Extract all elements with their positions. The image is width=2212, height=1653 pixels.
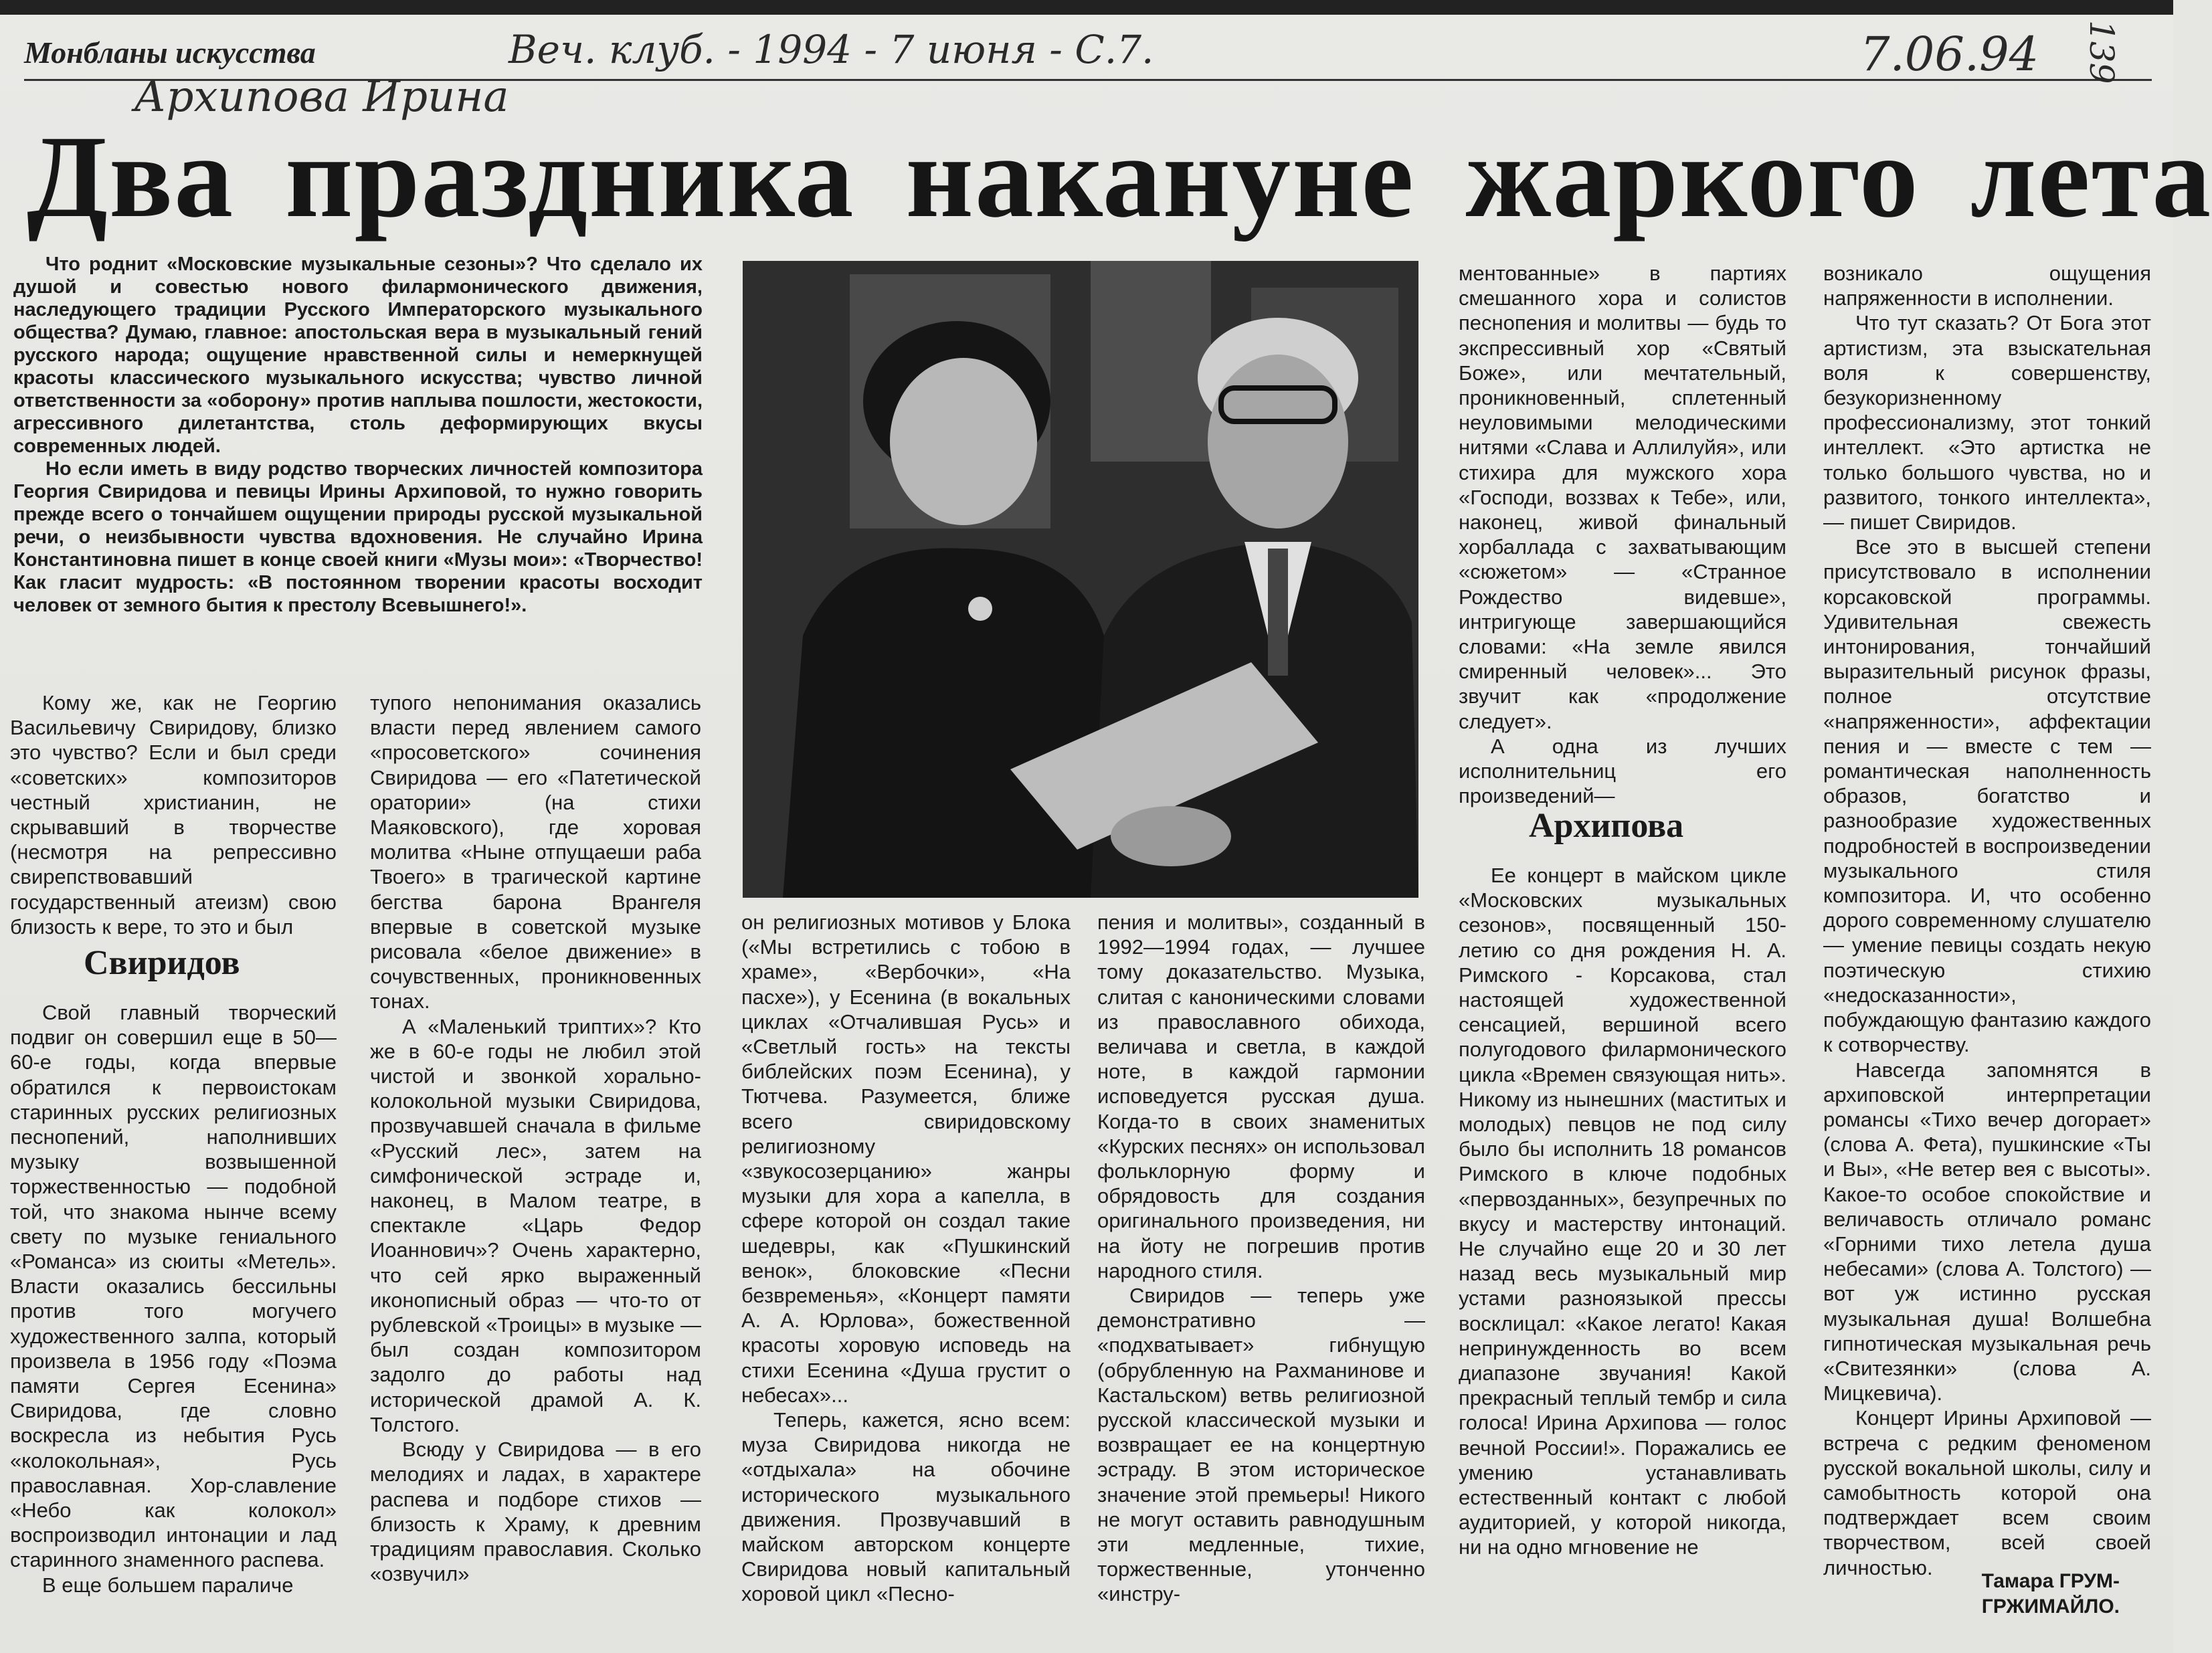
col6-para-1: возникало ощущения напряженности в исполнении. xyxy=(1823,262,2151,310)
column-2 xyxy=(370,690,701,1619)
handwritten-page-number: 139 xyxy=(2082,20,2121,84)
top-border xyxy=(0,0,2173,15)
col6-para-4: Навсегда запомнятся в архиповской интерпретации романсы «Тихо вечер догорает» (слова А. Фета), пушкинские «Ты и Вы», «Не ветер вея с высоты». Какое-то особое спокойствие и величавость отличало романс «Горними тихо летела душа небесами» (слова А. Толстого) — вот уж истинно русская музыкальная душа! Волшебна гипнотическая музыкальная речь «Свитезянки» (слова А. Мицкевича). xyxy=(1823,1058,2151,1405)
col6-para-3: Все это в высшей степени присутствовало в исполнении корсаковской программы. Удивительная свежесть интонирования, тончайший выразительный рисунок фразы, полное отсутствие «напряженности», аффектации пения и — вместе с тем — романтическая наполненность образов, богатство и разнообразие художественных подробностей в воспроизведении музыкального стиля композитора. И, что особенно дорого современному слушателю — умение певицы создать некую поэтическую стихию «недосказанности», побуждающую фантазию каждого к сотворчеству. xyxy=(1823,535,2151,1057)
column-5-top xyxy=(1459,261,1786,808)
author-signature xyxy=(1982,1569,2120,1620)
subheading-sviridov: Свиридов xyxy=(84,944,240,982)
column-4 xyxy=(1097,910,1425,1619)
col2-para-3: Всюду у Свиридова — в его мелодиях и ладах, в характере распева и подборе стихов — близость к Храму, к древним традициям православия. Сколько «озвучил» xyxy=(370,1438,701,1586)
col1-para-3: В еще большем параличе xyxy=(42,1573,294,1597)
col4-para-1: пения и молитвы», созданный в 1992—1994 годах, — лучшее тому доказательство. Музыка, слитая с каноническими словами из православного обихода, величава и светла, в каждой ноте, в каждой гармонии исповедуется русская душа. Когда-то в своих знаменитых «Курских песнях» он использовал фольклорную форму и обрядовость для создания оригинального произведения, ни на йоту не погрешив против народного стиля. xyxy=(1097,910,1425,1282)
col1-para-2: Свой главный творческий подвиг он совершил еще в 50—60-е годы, когда впервые обратился к первоистокам старинных русских религиозных песнопений, наполнивших музыку возвышенной торжественностью — подобной той, что знакома нынче всему свету по музыке гениального «Романса» из сюиты «Метель». Власти оказались бессильны против того могучего художественного залпа, который произвела в 1956 году «Поэма памяти Сергея Есенина» Свиридова, где словно воскресла из небытия Русь «колокольная», Русь православная. Хор-славление «Небо как колокол» воспроизводил интонации и лад старинного знаменного распева. xyxy=(10,1001,337,1572)
lead-para-1: Что роднит «Московские музыкальные сезоны»? Что сделало их душой и совестью нового филармонического движения, наследующего традиции Русского Императорского музыкального общества? Думаю, главное: апостольская вера в музыкальный гений русского народа; ощущение нравственной силы и немеркнущей красоты классического музыкального искусства; чувство личной ответственности за «оборону» против наплыва пошлости, жестокости, агрессивного дилетантства, столь деформирующих вкусы современных людей. xyxy=(13,254,703,457)
handwritten-name: Архипова Ирина xyxy=(134,72,509,122)
handwritten-date: 7.06.94 xyxy=(1860,27,2039,82)
col3-para-2: Теперь, кажется, ясно всем: муза Свиридова никогда не «отдыхала» на обочине исторического музыкального движения. Прозвучавший в майском авторском концерте Свиридова новый капитальный хоровой цикл «Песно- xyxy=(741,1408,1071,1606)
column-1-bottom xyxy=(10,1000,337,1616)
article-photo xyxy=(743,261,1418,898)
col6-para-5: Концерт Ирины Архиповой — встреча с редким феноменом русской вокальной школы, силу и самобытность которой она подтверждает всем своим творчеством, всей своей личностью. xyxy=(1823,1406,2151,1579)
col5-para-1: ментованные» в партиях смешанного хора и солистов песнопения и молитвы — будь то экспрессивный хор «Святый Боже», или мечтательный, проникновенный, сплетенный неуловимыми мелодическими нитями «Слава и Аллилуйя», или стихира для мужского хора «Господи, воззвах к Тебе», или, наконец, живой финальный хорбаллада с захватывающим «сюжетом» — «Странное Рождество видевше», интригующе завершающийся словами: «На земле явился смиренный человек»... Это звучит как «продолжение следует». xyxy=(1459,262,1786,733)
lead-para-2: Но если иметь в виду родство творческих личностей композитора Георгия Свиридова и певицы Ирины Архиповой, то нужно говорить прежде всего о тончайшем ощущении природы русской музыкальной речи, о неизбывности чувства вдохновения. Не случайно Ирина Константиновна пишет в конце своей книги «Музы мои»: «Творчество! Как гласит мудрость: «В постоянном творении красоты восходит человек от земного бытия к престолу Всевышнего!». xyxy=(13,458,703,616)
col2-para-1: тупого непонимания оказались власти перед явлением самого «просоветского» сочинения Свиридова — его «Патетической оратории» (на стихи Маяковского), где хоровая молитва «Ныне отпущаеши раба Твоего» в трагической картине бегства барона Врангеля впервые в советской музыке рисовала «белое движение» в сочувственных, проникновенных тонах. xyxy=(370,691,701,1013)
signature-line-1: Тамара ГРУМ- xyxy=(1981,1570,2120,1592)
column-6 xyxy=(1823,261,2151,1579)
col4-para-2: Свиридов — теперь уже демонстративно — «подхватывает» гибнущую (обрубленную на Рахманинове и Кастальском) ветвь религиозной русской классической музыки и возвращает ее на концертную эстраду. В этом историческое значение этой премьеры! Никого не могут оставить равнодушным эти медленные, тихие, торжественные, утонченно «инстру- xyxy=(1097,1284,1425,1606)
col6-para-2: Что тут сказать? От Бога этот артистизм, эта взыскательная воля к совершенству, безукоризненному профессионализму, этот тонкий интеллект. «Это артистка не только большого чувства, но и развитого, тонкого интеллекта», — пишет Свиридов. xyxy=(1823,311,2151,534)
column-1-top xyxy=(10,690,337,938)
article-headline: Два праздника накануне жаркого лета xyxy=(27,112,2212,242)
lead-paragraph xyxy=(13,253,703,669)
col5-para-3: Ее концерт в майском цикле «Московских музыкальных сезонов», посвященный 150-летию со дня рождения Н. А. Римского - Корсакова, стал настоящей художественной сенсацией, вершиной всего полугодового филармонического цикла «Времен связующая нить». Никому из нынешних (маститых и молодых) певцов не под силу было бы исполнить 18 романсов Римского в ключе подобных «первозданных», безупречных по вкусу и мастерству интонаций. Не случайно еще 20 и 30 лет назад весь музыкальный мир устами разноязыкой прессы восклицал: «Какое легато! Какая непринужденность во всем диапазоне звучания! Какой прекрасный теплый тембр и сила голоса! Ирина Архипова — голос вечной России!». Поражались ее умению устанавливать естественный контакт с любой аудиторией, у которой никогда, ни на одно мгновение не xyxy=(1459,864,1786,1559)
col5-para-2: А одна из лучших исполнительниц его произведений— xyxy=(1459,734,1786,808)
column-3 xyxy=(741,910,1071,1619)
col1-para-1: Кому же, как не Георгию Васильевичу Свиридову, близко это чувство? Если и был среди «советских» композиторов честный христианин, не скрывавший в творчестве (несмотря на репрессивно свирепствовавший государственный атеизм) свою близость к вере, то это и был xyxy=(10,691,337,939)
signature-line-2: ГРЖИМАЙЛО. xyxy=(1981,1595,2120,1618)
column-5-bottom xyxy=(1459,863,1786,1619)
rubric-label: Монбланы искусства xyxy=(24,35,316,70)
handwritten-source-note: Веч. клуб. - 1994 - 7 июня - С.7. xyxy=(509,27,1154,72)
col3-para-1: он религиозных мотивов у Блока («Мы встретились с тобою в храме», «Вербочки», «На пасхе»), у Есенина (в вокальных циклах «Отчалившая Русь» и «Светлый гость» на тексты библейских поэм Есенина), у Тютчева. Разумеется, ближе всего свиридовскому религиозному «звукосозерцанию» жанры музыки для хора а капелла, в сфере которой он создал такие шедевры, как «Пушкинский венок», блоковские «Песни безвременья», «Концерт памяти А. А. Юрлова», божественной красоты хоровую исповедь на стихи Есенина «Душа грустит о небесах»... xyxy=(741,910,1071,1407)
col2-para-2: А «Маленький триптих»? Кто же в 60-е годы не любил этой чистой и звонкой хорально-колокольной музыки Свиридова, прозвучавшей сначала в фильме «Русский лес», затем на симфонической эстраде и, наконец, в Малом театре, в спектакле «Царь Федор Иоаннович»? Очень характерно, что сей ярко выраженный иконописный образ — что-то от рублевской «Троицы» в музыке — был создан композитором задолго до работы над исторической драмой А. К. Толстого. xyxy=(370,1014,701,1436)
photo-illustration xyxy=(743,261,1418,898)
subheading-arkhipova: Архипова xyxy=(1529,807,1684,845)
